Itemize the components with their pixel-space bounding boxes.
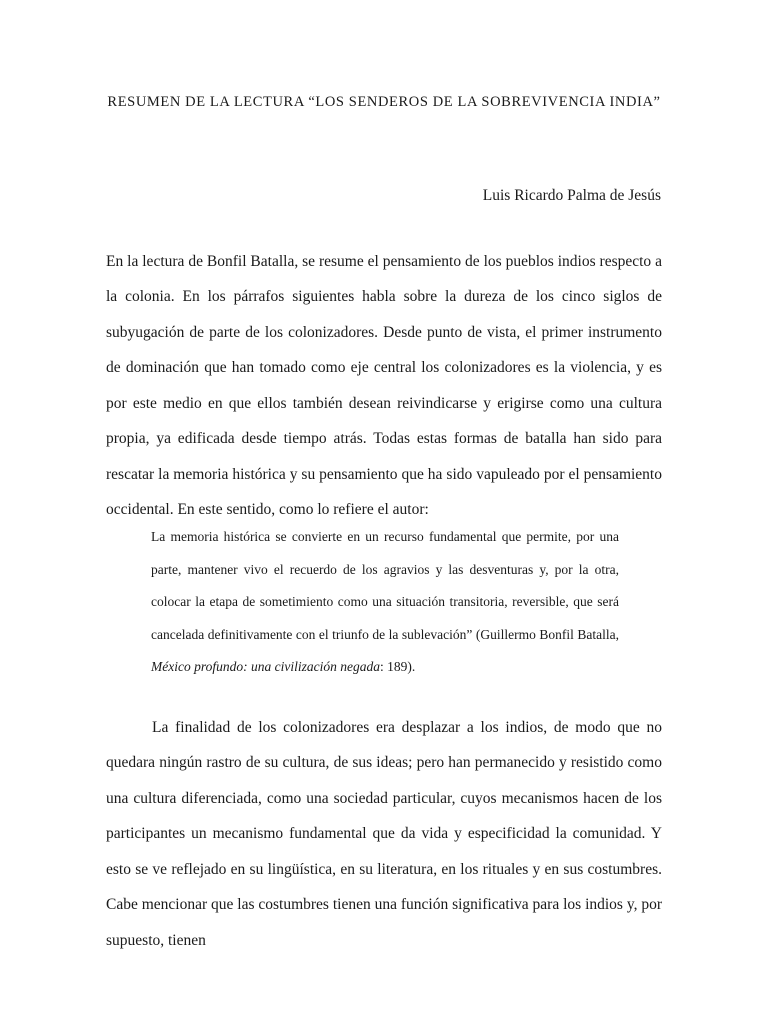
paragraph-1: En la lectura de Bonfil Batalla, se resume el pensamiento de los pueblos indios respecto a la colonia. En los párrafos siguientes habla sobre la dureza de los cinco siglos de subyugación de parte de los colonizadores. Desde punto de vista, el primer instrumento de dominación que han tomado como eje central los colonizadores es la violencia, y es por este medio en que ellos también desean reivindicarse y erigirse como una cultura propia, ya edificada desde tiempo atrás. Todas estas formas de batalla han sido para rescatar la memoria histórica y su pensamiento que ha sido vapuleado por el pensamiento occidental. En este sentido, como lo refiere el autor: — [106, 252, 662, 518]
quote-text: La memoria histórica se convierte en un recurso fundamental que permite, por una parte, mantener vivo el recuerdo de los agravios y las desventuras y, por la otra, colocar la etapa de sometimiento como una situación transitoria, reversible, que será cancelada definitivamente con el triunfo de la sublevación” (Guillermo Bonfil Batalla, — [151, 529, 619, 642]
paragraph-2: La finalidad de los colonizadores era desplazar a los indios, de modo que no quedara ningún rastro de su cultura, de sus ideas; pero han permanecido y resistido como una cultura diferenciada, como una sociedad particular, cuyos mecanismos hacen de los participantes un mecanismo fundamental que da vida y especificidad la comunidad. Y esto se ve reflejado en su lingüística, en su literatura, en los rituales y en sus costumbres. Cabe mencionar que las costumbres tienen una función significativa para los indios y, por supuesto, tienen — [106, 718, 662, 949]
author-name: Luis Ricardo Palma de Jesús — [482, 187, 661, 204]
quote-page-ref: : 189). — [379, 659, 416, 675]
quote-book-title: México profundo: una civilización negada — [151, 659, 380, 675]
block-quote — [151, 521, 619, 684]
document-title: RESUMEN DE LA LECTURA “LOS SENDEROS DE LA SOBREVIVENCIA INDIA” — [107, 94, 661, 110]
